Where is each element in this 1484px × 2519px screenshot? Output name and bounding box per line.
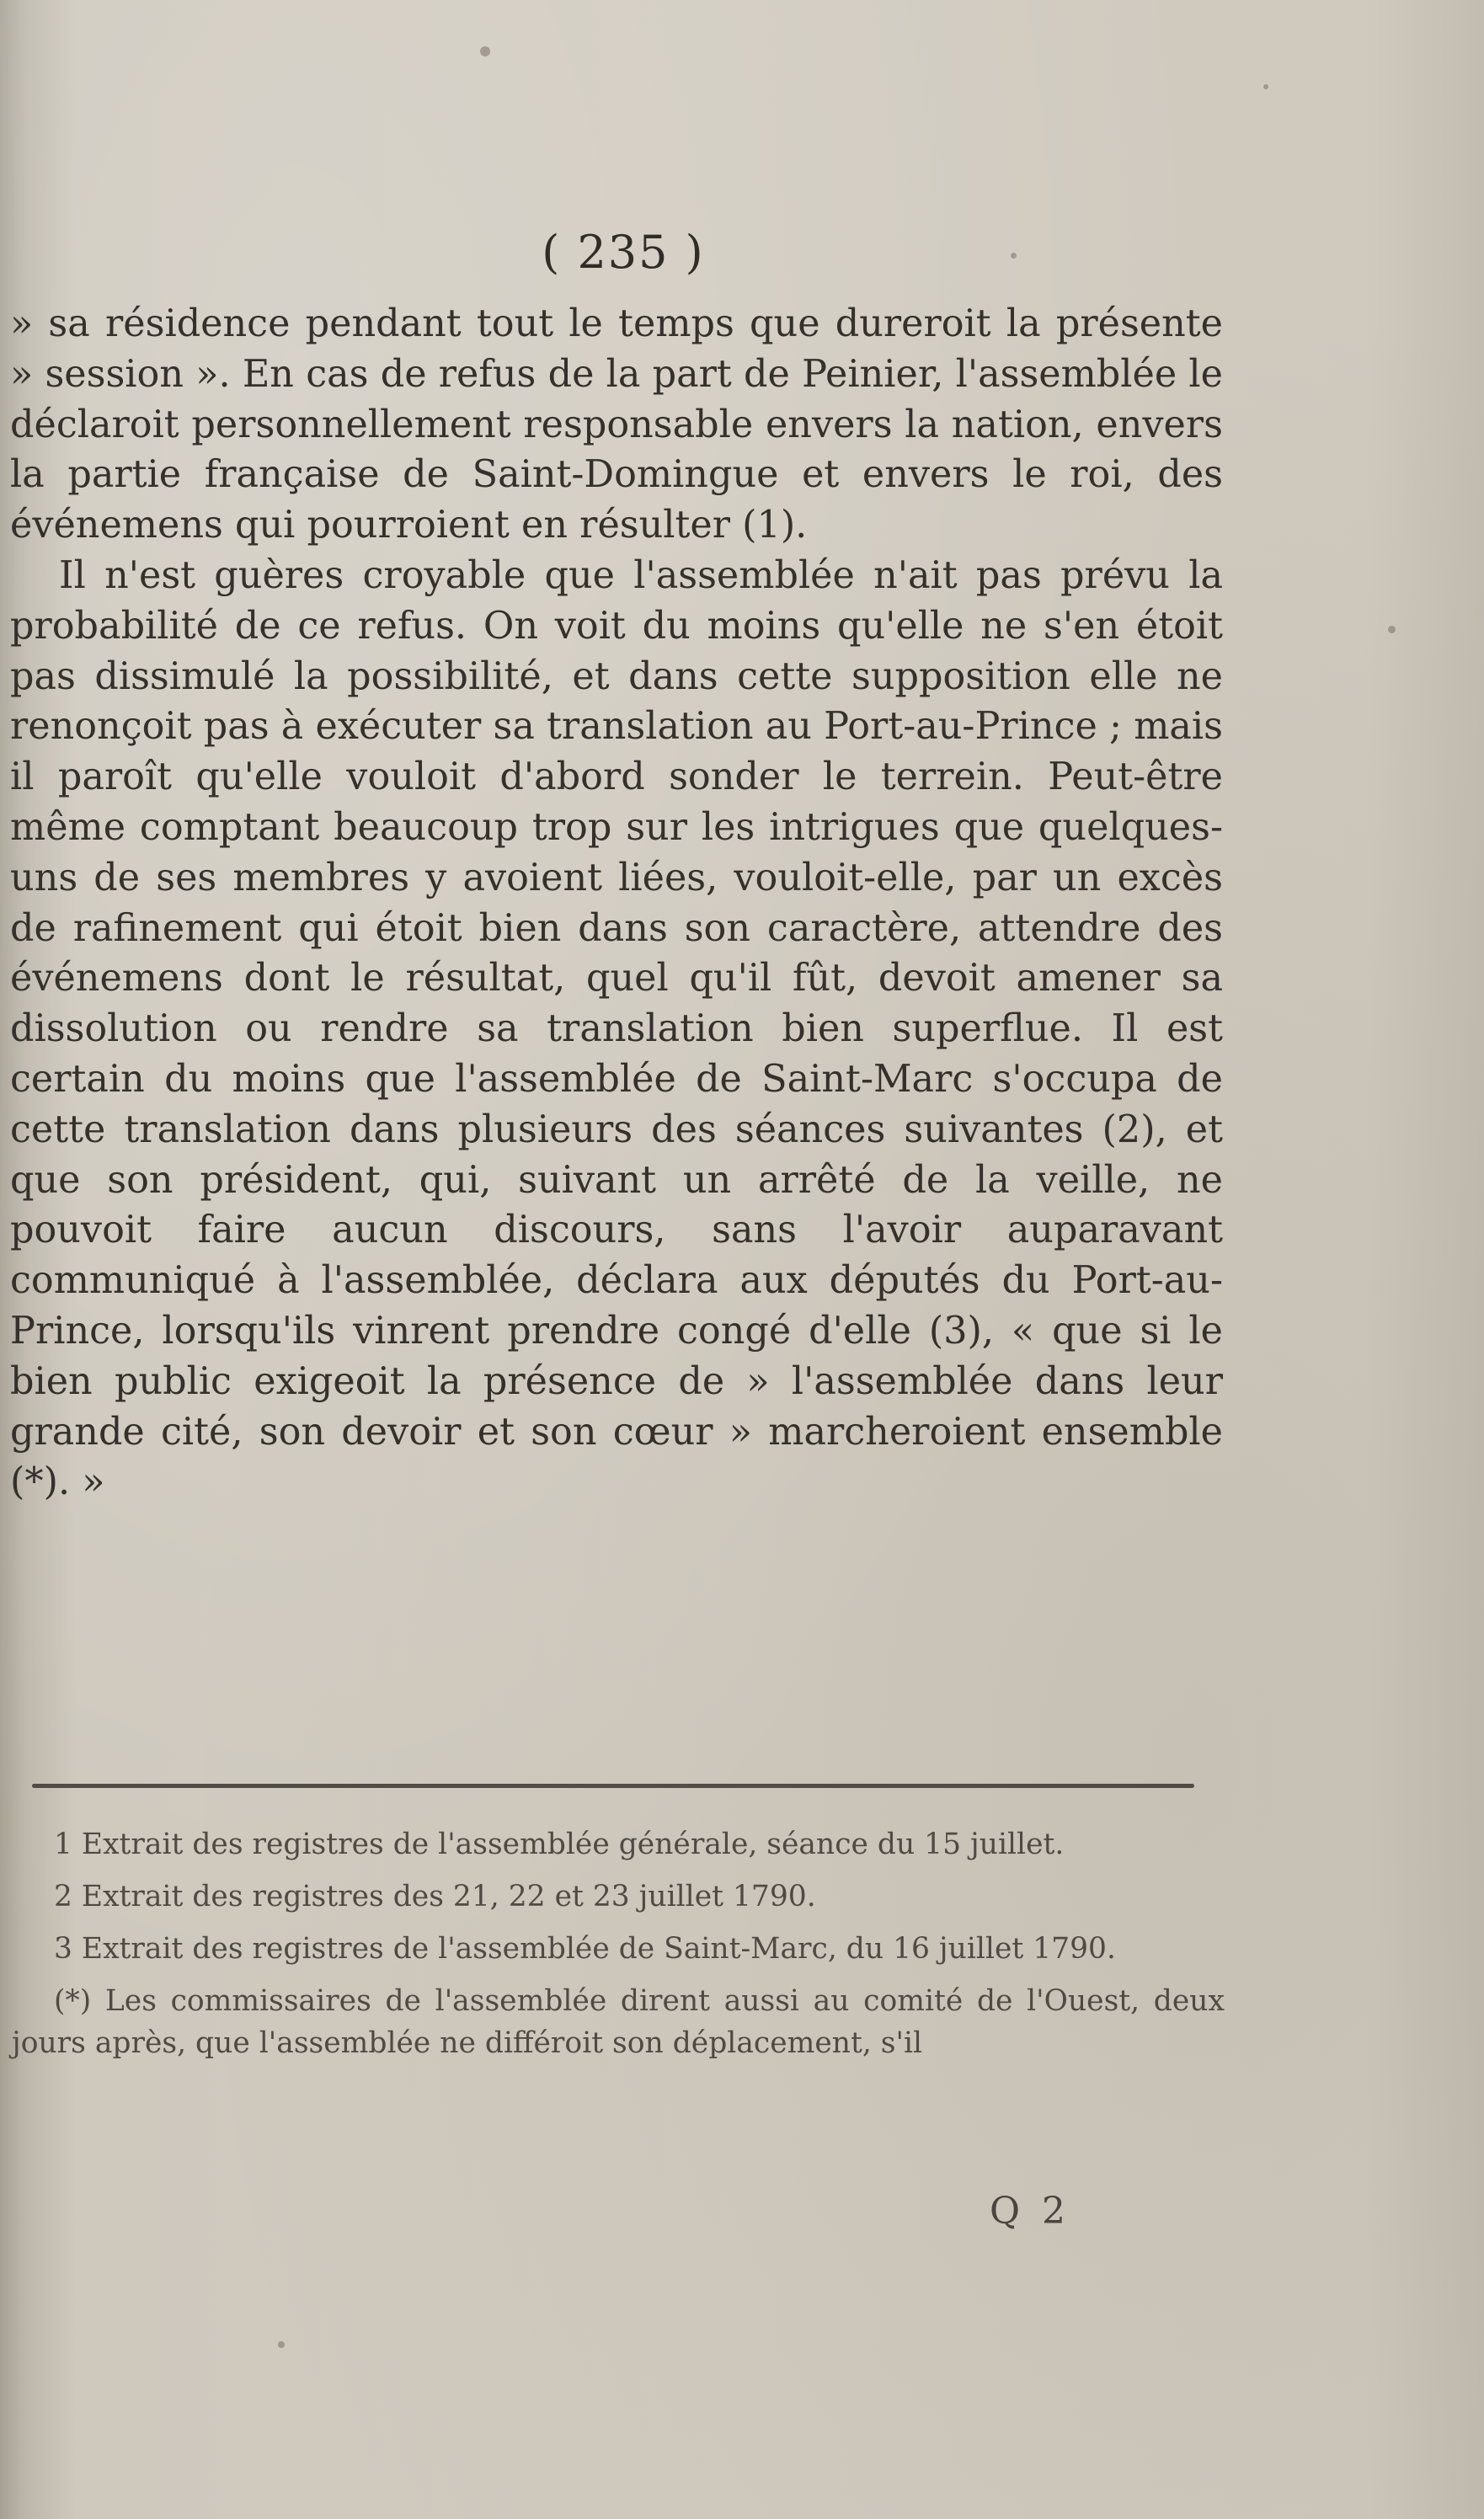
footnotes: [12, 1823, 1225, 2074]
footnote-1: 1 Extrait des registres de l'assemblée générale, séance du 15 juillet.: [54, 1828, 1065, 1861]
signature-mark: Q 2: [990, 2190, 1071, 2233]
paragraph-2: Il n'est guères croyable que l'assemblée n'ait pas prévu la probabilité de ce refus. On voit du moins qu'elle ne s'en étoit pas dissimulé la possibilité, et dans cette supposition elle ne renonçoit pas à exécuter sa translation au Port-au-Prince ; mais il paroît qu'elle vouloit d'abord sonder le terrein. Peut-être même comptant beaucoup trop sur les intrigues que quelques-uns de ses membres y avoient liées, vouloit-elle, par un excès de rafinement qui étoit bien dans son caractère, attendre des événemens dont le résultat, quel qu'il fût, devoit amener sa dissolution ou rendre sa translation bien superflue. Il est certain du moins que l'assemblée de Saint-Marc s'occupa de cette translation dans plusieurs des séances suivantes (2), et que son président, qui, suivant un arrêté de la veille, ne pouvoit faire aucun discours, sans l'avoir auparavant communiqué à l'assemblée, déclara aux députés du Port-au-Prince, lorsqu'ils vinrent prendre congé d'elle (3), « que si le bien public exigeoit la présence de » l'assemblée dans leur grande cité, son devoir et son cœur » marcheroient ensemble (*). »: [10, 553, 1223, 1504]
main-text: [10, 299, 1223, 1508]
footnote-4: (*) Les commissaires de l'assemblée dirent aussi au comité de l'Ouest, deux jours après, que l'assemblée ne différoit son déplacement, s'il: [12, 1984, 1225, 2060]
footnote-2: 2 Extrait des registres des 21, 22 et 23 juillet 1790.: [54, 1880, 816, 1913]
footnote-3: 3 Extrait des registres de l'assemblée de Saint-Marc, du 16 juillet 1790.: [54, 1932, 1116, 1966]
footnote-separator: [32, 1784, 1194, 1788]
paper-speck: [1388, 626, 1396, 633]
paper-speck: [1263, 84, 1268, 89]
paper-speck: [1011, 253, 1017, 259]
paper-speck: [278, 2341, 285, 2348]
paper-speck: [480, 46, 490, 56]
paragraph-1: » sa résidence pendant tout le temps que dureroit la présente » session ». En cas de refus de la part de Peinier, l'assemblée le déclaroit personnellement responsable envers la nation, envers la partie française de Saint-Domingue et envers le roi, des événemens qui pourroient en résulter (1).: [10, 302, 1223, 547]
page-number: ( 235 ): [542, 226, 705, 279]
